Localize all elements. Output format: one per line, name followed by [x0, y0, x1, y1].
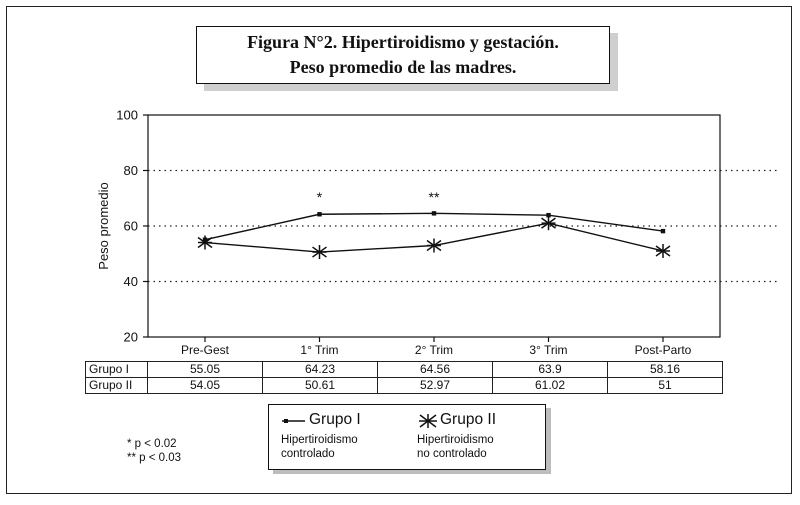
y-axis: [116, 108, 148, 345]
point-grupo-2: [198, 236, 212, 250]
x-tick-label: Pre-Gest: [180, 343, 230, 357]
legend-description: [281, 433, 358, 461]
significance-mark: **: [428, 189, 440, 205]
legend-desc-line: controlado: [281, 448, 335, 460]
title-line-2: Peso promedio de las madres.: [289, 57, 517, 77]
significance-notes: [127, 437, 181, 465]
legend-desc-line: Hipertiroidismo: [281, 434, 358, 446]
table-cell: 58.16: [608, 362, 723, 378]
legend-desc-line: no controlado: [417, 448, 487, 460]
legend-label: Grupo II: [440, 411, 496, 428]
y-tick-label: 20: [123, 329, 138, 345]
table-row: [86, 362, 723, 378]
y-axis-label: Peso promedio: [96, 182, 111, 270]
x-tick-label: 3° Trim: [529, 343, 568, 357]
table-cell: 52.97: [378, 378, 493, 394]
point-grupo-2: [313, 245, 327, 259]
legend-description: [417, 433, 494, 461]
x-tick-label: 1° Trim: [300, 343, 339, 357]
point-grupo-2: [656, 244, 670, 258]
significance-marks: [317, 189, 440, 205]
table-cell: 50.61: [263, 378, 378, 394]
table-cell: 55.05: [148, 362, 263, 378]
y-tick-label: 40: [123, 274, 138, 289]
legend: [268, 404, 546, 470]
table-cell: 64.23: [263, 362, 378, 378]
legend-label: Grupo I: [309, 411, 361, 428]
series-group: [198, 211, 670, 259]
note-p-002: * p < 0.02: [127, 438, 177, 450]
table-cell: 63.9: [493, 362, 608, 378]
y-tick-label: 60: [123, 218, 138, 234]
row-label: Grupo I: [86, 362, 148, 378]
table-cell: 64.56: [378, 362, 493, 378]
data-table: [85, 361, 723, 394]
y-tick-label: 100: [116, 107, 138, 123]
legend-desc-line: Hipertiroidismo: [417, 434, 494, 446]
table-cell: 51: [608, 378, 723, 394]
table-row: [86, 378, 723, 394]
table-cell: 61.02: [493, 378, 608, 394]
significance-mark: *: [316, 189, 323, 205]
point-grupo-2: [542, 216, 556, 230]
point-grupo-2: [427, 239, 441, 253]
x-tick-label: 2° Trim: [414, 343, 454, 357]
title-line-1: Figura N°2. Hipertiroidismo y gestación.: [247, 32, 559, 52]
point-grupo-1: [661, 229, 665, 233]
point-grupo-1: [432, 211, 436, 215]
line-square-marker-icon: [281, 414, 307, 428]
row-label: Grupo II: [86, 378, 148, 394]
y-tick-label: 80: [123, 163, 138, 178]
table-cell: 54.05: [148, 378, 263, 394]
note-p-003: ** p < 0.03: [127, 452, 182, 464]
x-axis: [181, 337, 692, 357]
x-tick-label: Post-Parto: [634, 343, 692, 357]
point-grupo-1: [317, 212, 321, 216]
gridlines: [148, 171, 780, 282]
asterisk-marker-icon: [417, 412, 439, 430]
